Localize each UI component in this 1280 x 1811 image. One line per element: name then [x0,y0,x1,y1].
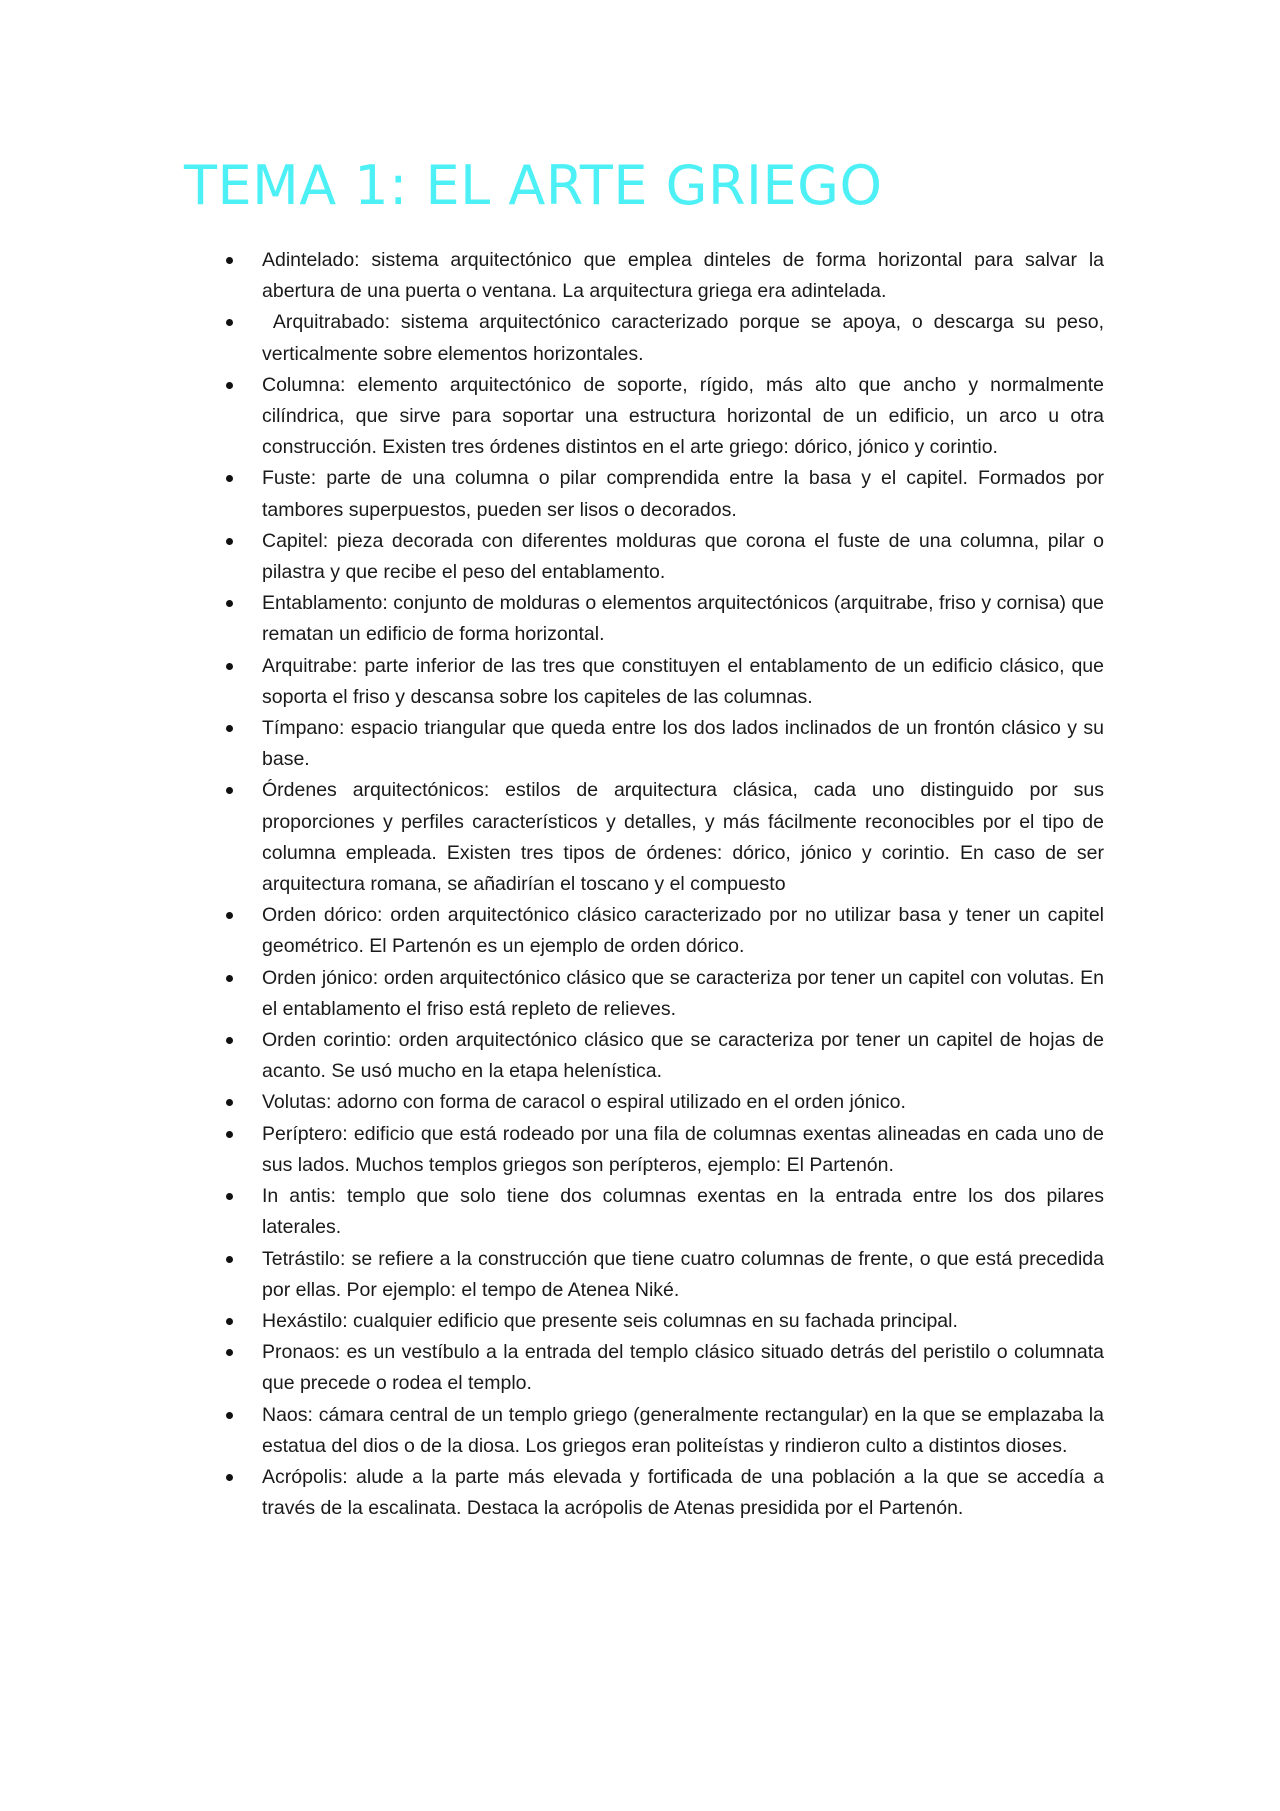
glossary-list [262,245,1110,1524]
list-item-text: Orden corintio: orden arquitectónico clásico que se caracteriza por tener un capitel de hojas de acanto. Se usó mucho en la etapa helenística. [262,1029,1104,1083]
list-item-text: Arquitrabado: sistema arquitectónico caracterizado porque se apoya, o descarga su peso, verticalmente sobre elementos horizontales. [262,311,1110,365]
list-item-text: Acrópolis: alude a la parte más elevada y fortificada de una población a la que se accedía a través de la escalinata. Destaca la acrópolis de Atenas presidida por el Partenón. [262,1465,1104,1520]
list-item-text: Columna: elemento arquitectónico de soporte, rígido, más alto que ancho y normalmente cilíndrica, que sirve para soportar una estructura horizontal de un edificio, un arco u otra construcción. Existen tres órdenes distintos en el arte griego: dórico, jónico y corintio. [262,373,1104,459]
list-item-text: Arquitrabe: parte inferior de las tres que constituyen el entablamento de un edificio clásico, que soporta el friso y descansa sobre los capiteles de las columnas. [262,654,1104,708]
list-item-text: Pronaos: es un vestíbulo a la entrada del templo clásico situado detrás del peristilo o columnata que precede o rodea el templo. [262,1341,1104,1395]
bullet-icon [226,963,236,994]
list-item-text: Fuste: parte de una columna o pilar comprendida entre la basa y el capitel. Formados por tambores superpuestos, pueden ser lisos o decorados. [262,467,1104,521]
bullet-icon [226,1244,236,1275]
list-item [262,307,1110,369]
list-item [262,900,1104,962]
list-item [262,1025,1104,1087]
bullet-icon [226,588,236,619]
list-item-text: Volutas: adorno con forma de caracol o espiral utilizado en el orden jónico. [262,1091,906,1114]
bullet-icon [226,370,236,401]
bullet-icon [226,1119,236,1150]
list-item [262,370,1104,464]
list-item-text: Hexástilo: cualquier edificio que presente seis columnas en su fachada principal. [262,1309,958,1332]
list-item-text: Tímpano: espacio triangular que queda entre los dos lados inclinados de un frontón clásico y su base. [262,717,1104,771]
list-item [262,1087,1104,1118]
list-item-text: In antis: templo que solo tiene dos columnas exentas en la entrada entre los dos pilares laterales. [262,1185,1104,1239]
list-item-text: Orden jónico: orden arquitectónico clásico que se caracteriza por tener un capitel con volutas. En el entablamento el friso está repleto de relieves. [262,966,1104,1020]
list-item [262,1181,1104,1243]
list-item-text: Orden dórico: orden arquitectónico clásico caracterizado por no utilizar basa y tener un capitel geométrico. El Partenón es un ejemplo de orden dórico. [262,904,1104,958]
list-item-text: Adintelado: sistema arquitectónico que emplea dinteles de forma horizontal para salvar la abertura de una puerta o ventana. La arquitectura griega era adintelada. [262,249,1104,303]
list-item [262,1119,1104,1181]
list-item [262,1462,1104,1524]
list-item [262,713,1104,775]
bullet-icon [226,307,236,338]
list-item [262,775,1104,900]
bullet-icon [226,526,236,557]
list-item [262,245,1104,307]
list-item-text: Períptero: edificio que está rodeado por una fila de columnas exentas alineadas en cada uno de sus lados. Muchos templos griegos son perípteros, ejemplo: El Partenón. [262,1122,1104,1176]
list-item [262,1244,1104,1306]
bullet-icon [226,245,236,276]
list-item [262,963,1104,1025]
bullet-icon [226,463,236,494]
list-item-text: Órdenes arquitectónicos: estilos de arquitectura clásica, cada uno distinguido por sus proporciones y perfiles característicos y detalles, y más fácilmente reconocibles por el tipo de columna empleada. Existen tres tipos de órdenes: dórico, jónico y corintio. En caso de ser arquitectura romana, se añadirían el toscano y el compuesto [262,779,1104,896]
list-item [262,463,1104,525]
list-item [262,1400,1104,1462]
page-title: TEMA 1: EL ARTE GRIEGO [184,154,883,217]
bullet-icon [226,1087,236,1118]
bullet-icon [226,1400,236,1431]
list-item-text: Tetrástilo: se refiere a la construcción que tiene cuatro columnas de frente, o que está precedida por ellas. Por ejemplo: el tempo de Atenea Niké. [262,1247,1104,1301]
list-item [262,651,1104,713]
list-item-text: Naos: cámara central de un templo griego (generalmente rectangular) en la que se emplazaba la estatua del dios o de la diosa. Los griegos eran politeístas y rindieron culto a distintos dioses. [262,1403,1104,1457]
list-item-text: Capitel: pieza decorada con diferentes molduras que corona el fuste de una columna, pilar o pilastra y que recibe el peso del entablamento. [262,529,1104,584]
list-item-text: Entablamento: conjunto de molduras o elementos arquitectónicos (arquitrabe, friso y cornisa) que rematan un edificio de forma horizontal. [262,592,1104,646]
list-item [262,588,1104,650]
list-item [262,1306,1104,1337]
bullet-icon [226,1181,236,1212]
bullet-icon [226,775,236,806]
bullet-icon [226,713,236,744]
bullet-icon [226,651,236,682]
bullet-icon [226,900,236,931]
bullet-icon [226,1337,236,1368]
bullet-icon [226,1306,236,1337]
list-item [262,526,1104,588]
list-item [262,1337,1104,1399]
bullet-icon [226,1462,236,1493]
bullet-icon [226,1025,236,1056]
